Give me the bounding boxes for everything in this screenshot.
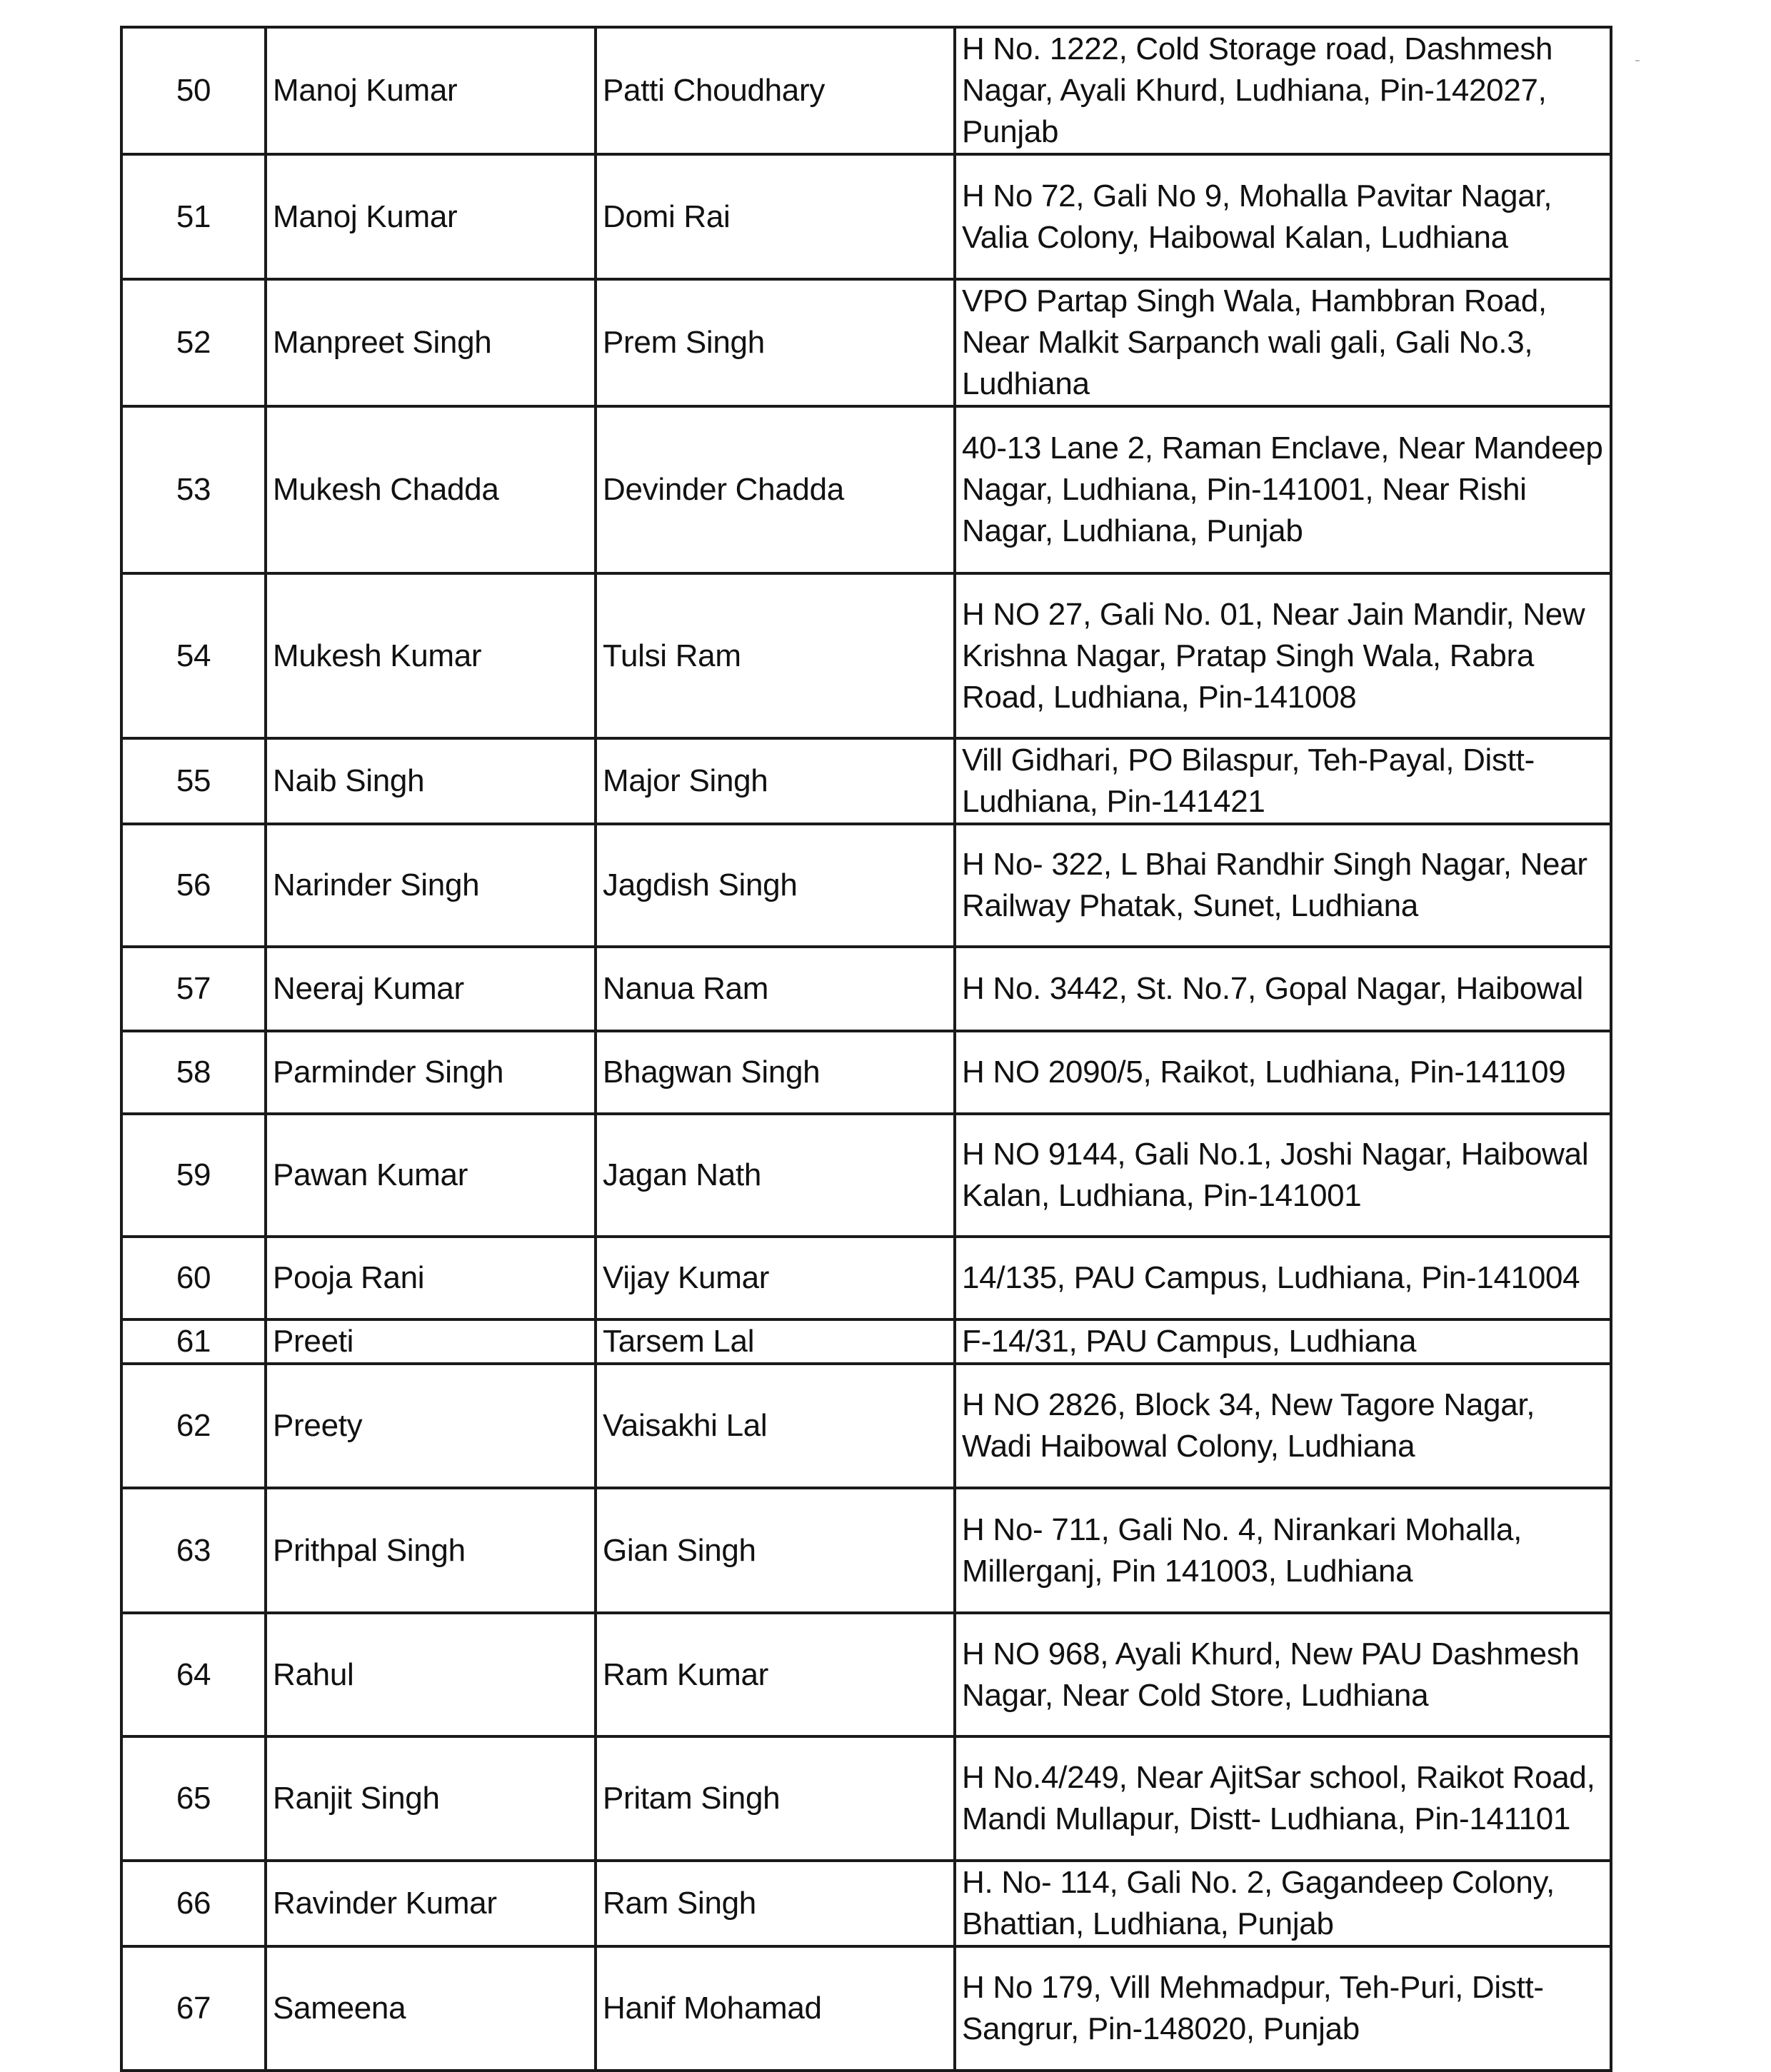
table-row <box>121 406 1611 573</box>
father-name-cell: Prem Singh <box>596 279 955 406</box>
name-cell: Mukesh Kumar <box>266 573 596 738</box>
table-row <box>121 27 1611 154</box>
table-row <box>121 1114 1611 1237</box>
name-cell: Narinder Singh <box>266 824 596 947</box>
father-name-cell: Jagan Nath <box>596 1114 955 1237</box>
name-cell: Preeti <box>266 1319 596 1364</box>
table-row <box>121 1946 1611 2071</box>
father-name-cell: Major Singh <box>596 738 955 824</box>
serial-number-cell: 51 <box>121 154 266 279</box>
serial-number-cell: 52 <box>121 279 266 406</box>
serial-number-cell: 67 <box>121 1946 266 2071</box>
name-cell: Pooja Rani <box>266 1237 596 1319</box>
name-cell: Neeraj Kumar <box>266 947 596 1031</box>
address-cell: 40-13 Lane 2, Raman Enclave, Near Mandeep Nagar, Ludhiana, Pin-141001, Near Rishi Nagar, Ludhiana, Punjab <box>955 406 1611 573</box>
address-cell: Vill Gidhari, PO Bilaspur, Teh-Payal, Distt-Ludhiana, Pin-141421 <box>955 738 1611 824</box>
name-cell: Pawan Kumar <box>266 1114 596 1237</box>
address-cell: H NO 2090/5, Raikot, Ludhiana, Pin-141109 <box>955 1031 1611 1114</box>
father-name-cell: Vaisakhi Lal <box>596 1364 955 1488</box>
name-cell: Parminder Singh <box>266 1031 596 1114</box>
serial-number-cell: 62 <box>121 1364 266 1488</box>
name-cell: Prithpal Singh <box>266 1488 596 1613</box>
address-cell: H NO 2826, Block 34, New Tagore Nagar, Wadi Haibowal Colony, Ludhiana <box>955 1364 1611 1488</box>
serial-number-cell: 64 <box>121 1613 266 1736</box>
serial-number-cell: 66 <box>121 1861 266 1946</box>
father-name-cell: Ram Singh <box>596 1861 955 1946</box>
address-cell: H No 72, Gali No 9, Mohalla Pavitar Nagar, Valia Colony, Haibowal Kalan, Ludhiana <box>955 154 1611 279</box>
address-cell: H No- 711, Gali No. 4, Nirankari Mohalla, Millerganj, Pin 141003, Ludhiana <box>955 1488 1611 1613</box>
father-name-cell: Patti Choudhary <box>596 27 955 154</box>
address-cell: H NO 27, Gali No. 01, Near Jain Mandir, New Krishna Nagar, Pratap Singh Wala, Rabra Road, Ludhiana, Pin-141008 <box>955 573 1611 738</box>
name-cell: Preety <box>266 1364 596 1488</box>
father-name-cell: Nanua Ram <box>596 947 955 1031</box>
serial-number-cell: 61 <box>121 1319 266 1364</box>
serial-number-cell: 57 <box>121 947 266 1031</box>
serial-number-cell: 56 <box>121 824 266 947</box>
address-cell: H No- 322, L Bhai Randhir Singh Nagar, Near Railway Phatak, Sunet, Ludhiana <box>955 824 1611 947</box>
father-name-cell: Devinder Chadda <box>596 406 955 573</box>
table-row <box>121 738 1611 824</box>
name-cell: Manoj Kumar <box>266 154 596 279</box>
father-name-cell: Hanif Mohamad <box>596 1946 955 2071</box>
serial-number-cell: 50 <box>121 27 266 154</box>
serial-number-cell: 58 <box>121 1031 266 1114</box>
father-name-cell: Bhagwan Singh <box>596 1031 955 1114</box>
name-cell: Sameena <box>266 1946 596 2071</box>
address-cell: H NO 968, Ayali Khurd, New PAU Dashmesh Nagar, Near Cold Store, Ludhiana <box>955 1613 1611 1736</box>
address-cell: H No. 3442, St. No.7, Gopal Nagar, Haibowal <box>955 947 1611 1031</box>
name-cell: Ravinder Kumar <box>266 1861 596 1946</box>
table-row <box>121 1861 1611 1946</box>
table-row <box>121 279 1611 406</box>
address-cell: VPO Partap Singh Wala, Hambbran Road, Near Malkit Sarpanch wali gali, Gali No.3, Ludhiana <box>955 279 1611 406</box>
father-name-cell: Tarsem Lal <box>596 1319 955 1364</box>
serial-number-cell: 54 <box>121 573 266 738</box>
serial-number-cell: 59 <box>121 1114 266 1237</box>
address-cell: H No 179, Vill Mehmadpur, Teh-Puri, Distt-Sangrur, Pin-148020, Punjab <box>955 1946 1611 2071</box>
serial-number-cell: 60 <box>121 1237 266 1319</box>
residents-table <box>120 26 1612 2072</box>
table-row <box>121 947 1611 1031</box>
father-name-cell: Vijay Kumar <box>596 1237 955 1319</box>
table-row <box>121 1364 1611 1488</box>
father-name-cell: Jagdish Singh <box>596 824 955 947</box>
serial-number-cell: 63 <box>121 1488 266 1613</box>
name-cell: Manpreet Singh <box>266 279 596 406</box>
name-cell: Manoj Kumar <box>266 27 596 154</box>
table-row <box>121 824 1611 947</box>
father-name-cell: Pritam Singh <box>596 1736 955 1861</box>
table-row <box>121 154 1611 279</box>
table-row <box>121 1488 1611 1613</box>
table-row <box>121 1613 1611 1736</box>
father-name-cell: Gian Singh <box>596 1488 955 1613</box>
table-row <box>121 1237 1611 1319</box>
address-cell: F-14/31, PAU Campus, Ludhiana <box>955 1319 1611 1364</box>
table-row <box>121 1319 1611 1364</box>
serial-number-cell: 55 <box>121 738 266 824</box>
table-row <box>121 573 1611 738</box>
address-cell: H No.4/249, Near AjitSar school, Raikot Road, Mandi Mullapur, Distt- Ludhiana, Pin-141101 <box>955 1736 1611 1861</box>
table-row <box>121 1031 1611 1114</box>
name-cell: Rahul <box>266 1613 596 1736</box>
name-cell: Naib Singh <box>266 738 596 824</box>
address-cell: H NO 9144, Gali No.1, Joshi Nagar, Haibowal Kalan, Ludhiana, Pin-141001 <box>955 1114 1611 1237</box>
father-name-cell: Tulsi Ram <box>596 573 955 738</box>
scan-speck <box>1635 60 1640 61</box>
father-name-cell: Ram Kumar <box>596 1613 955 1736</box>
serial-number-cell: 65 <box>121 1736 266 1861</box>
table-body <box>121 27 1611 2071</box>
name-cell: Mukesh Chadda <box>266 406 596 573</box>
address-cell: H No. 1222, Cold Storage road, Dashmesh Nagar, Ayali Khurd, Ludhiana, Pin-142027, Punjab <box>955 27 1611 154</box>
serial-number-cell: 53 <box>121 406 266 573</box>
address-cell: 14/135, PAU Campus, Ludhiana, Pin-141004 <box>955 1237 1611 1319</box>
father-name-cell: Domi Rai <box>596 154 955 279</box>
address-cell: H. No- 114, Gali No. 2, Gagandeep Colony, Bhattian, Ludhiana, Punjab <box>955 1861 1611 1946</box>
table-row <box>121 1736 1611 1861</box>
name-cell: Ranjit Singh <box>266 1736 596 1861</box>
